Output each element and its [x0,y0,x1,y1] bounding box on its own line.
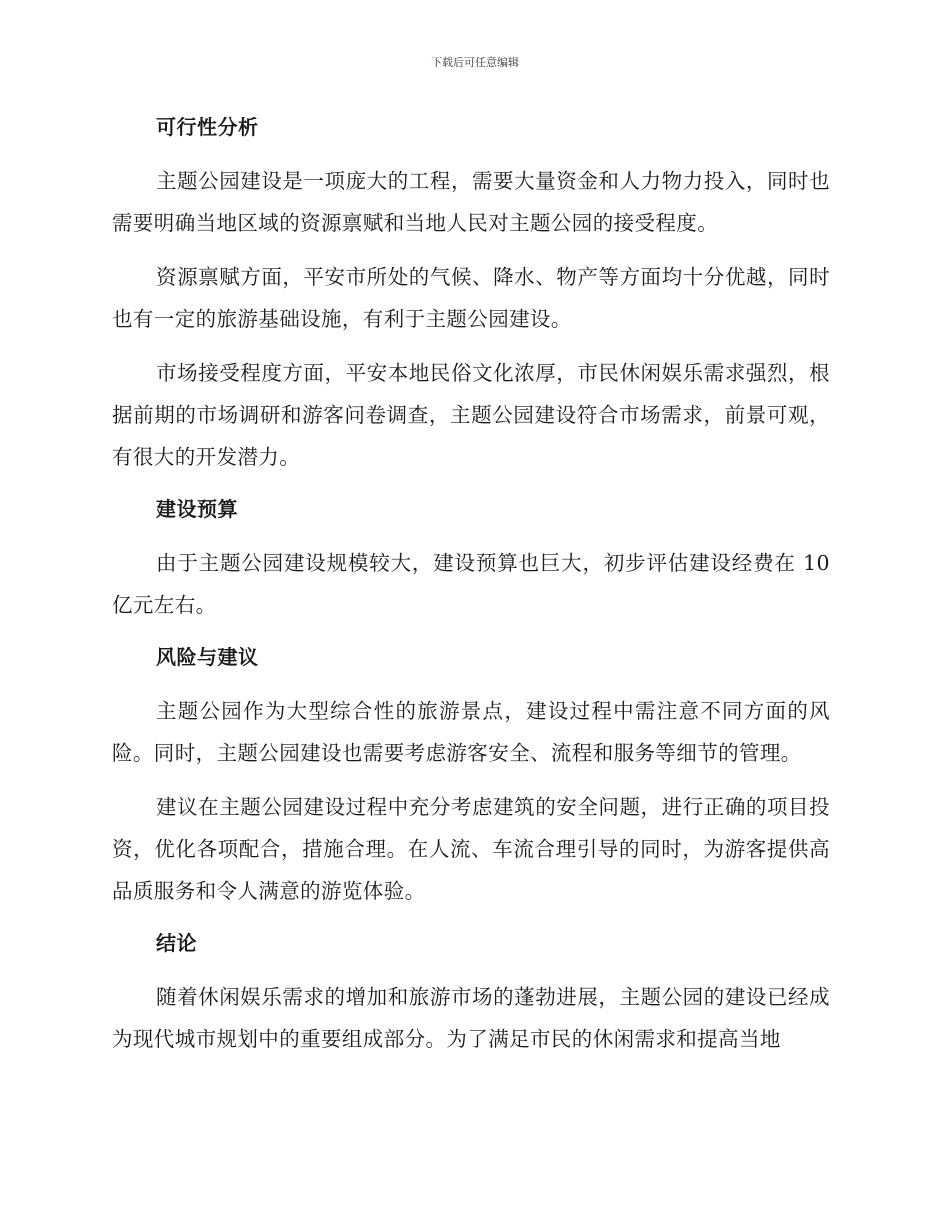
paragraph: 由于主题公园建设规模较大，建设预算也巨大，初步评估建设经费在 10 亿元左右。 [112,551,830,617]
section-risks [112,638,830,924]
paragraph: 随着休闲娱乐需求的增加和旅游市场的蓬勃进展，主题公园的建设已经成为现代城市规划中的重要组成部分。为了满足市民的休闲需求和提高当地 [112,985,830,1051]
paragraph: 主题公园建设是一项庞大的工程，需要大量资金和人力物力投入，同时也需要明确当地区域的资源禀赋和当地人民对主题公园的接受程度。 [112,169,830,235]
section-title: 建设预算 [156,497,238,521]
section-conclusion [112,924,830,1060]
paragraph: 资源禀赋方面，平安市所处的气候、降水、物产等方面均十分优越，同时也有一定的旅游基础设施，有利于主题公园建设。 [112,265,830,331]
page-header: 下载后可任意编辑 [431,56,519,69]
paragraph: 主题公园作为大型综合性的旅游景点，建设过程中需注意不同方面的风险。同时，主题公园建设也需要考虑游客安全、流程和服务等细节的管理。 [112,699,830,765]
paragraph: 市场接受程度方面，平安本地民俗文化浓厚，市民休闲娱乐需求强烈，根据前期的市场调研和游客问卷调查，主题公园建设符合市场需求，前景可观，有很大的开发潜力。 [112,361,830,469]
document-body [112,108,830,1060]
section-feasibility [112,108,830,490]
section-title: 风险与建议 [156,645,259,669]
section-title: 结论 [156,931,197,955]
section-budget [112,490,830,638]
paragraph: 建议在主题公园建设过程中充分考虑建筑的安全问题，进行正确的项目投资，优化各项配合，措施合理。在人流、车流合理引导的同时，为游客提供高品质服务和令人满意的游览体验。 [112,795,830,903]
section-title: 可行性分析 [156,115,259,139]
